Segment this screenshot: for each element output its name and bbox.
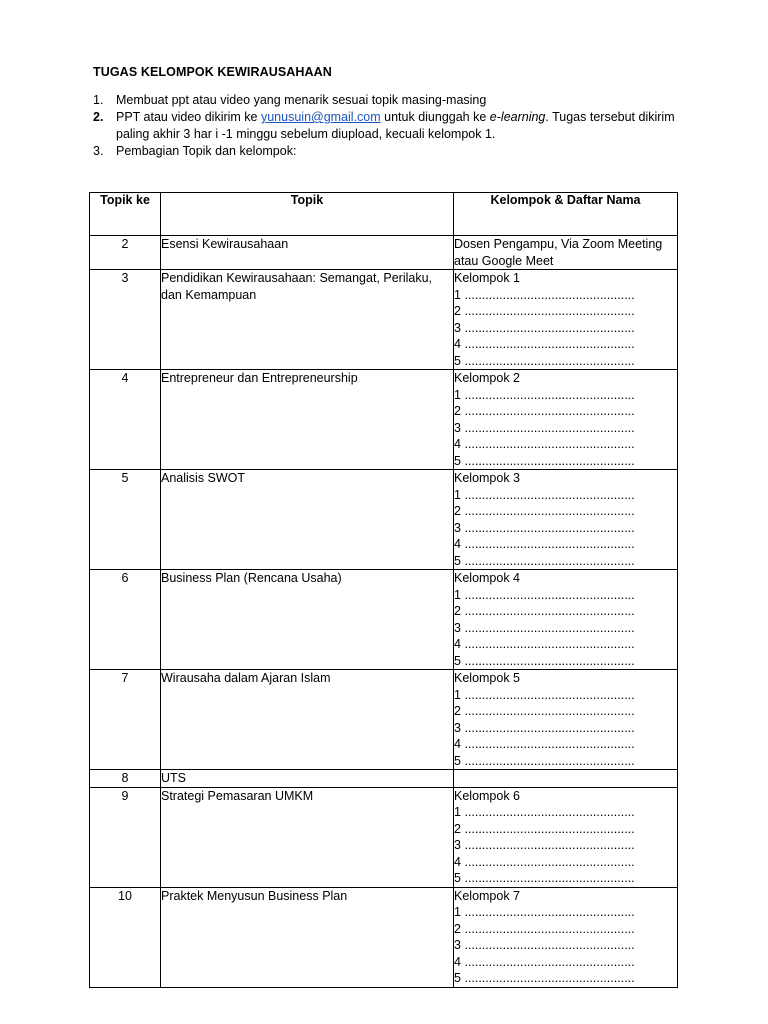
instruction-text-pre: PPT atau video dikirim ke [116, 110, 261, 124]
member-line [454, 503, 677, 520]
member-line [454, 937, 677, 954]
member-line [454, 703, 677, 720]
table-row [90, 370, 678, 470]
group-cell [454, 570, 678, 670]
member-line [454, 653, 677, 670]
topic-number-cell: 8 [90, 770, 161, 788]
member-line [454, 636, 677, 653]
member-line [454, 336, 677, 353]
member-number: 4 [454, 337, 461, 351]
header-kelompok: Kelompok & Daftar Nama [454, 193, 678, 236]
group-cell [454, 887, 678, 987]
instruction-text: Pembagian Topik dan kelompok: [116, 144, 297, 158]
member-line [454, 736, 677, 753]
member-number: 3 [454, 938, 461, 952]
member-blank: ................................................. [464, 838, 635, 852]
member-number: 3 [454, 320, 461, 335]
member-number: 4 [454, 537, 461, 551]
group-name: Dosen Pengampu, Via Zoom Meeting atau Google Meet [454, 237, 663, 268]
topic-number-cell: 9 [90, 787, 161, 887]
member-blank: ................................................. [464, 921, 635, 936]
member-number: 2 [454, 504, 461, 518]
member-blank: ................................................. [464, 537, 635, 551]
topic-table [89, 192, 678, 988]
topic-number-cell: 5 [90, 470, 161, 570]
member-number: 4 [454, 737, 461, 751]
document-title: TUGAS KELOMPOK KEWIRAUSAHAAN [93, 65, 332, 79]
member-line [454, 303, 677, 320]
member-line [454, 870, 677, 887]
group-cell [454, 770, 678, 788]
member-line [454, 320, 677, 337]
member-blank: ................................................. [464, 687, 635, 702]
member-number: 2 [454, 404, 461, 418]
member-number: 4 [454, 854, 461, 869]
member-blank: ................................................. [464, 520, 635, 535]
email-link[interactable]: yunusuin@gmail.com [260, 110, 381, 124]
table-body [90, 236, 678, 988]
member-number: 1 [454, 687, 461, 702]
instruction-item-2 [93, 109, 693, 143]
member-line [454, 387, 677, 404]
member-line [454, 921, 677, 938]
member-blank: ................................................. [464, 620, 635, 635]
topic-name-cell: Analisis SWOT [161, 470, 454, 570]
member-number: 4 [454, 437, 461, 451]
member-line [454, 970, 677, 987]
member-line [454, 436, 677, 453]
member-number: 3 [454, 838, 461, 852]
group-name: Kelompok 6 [454, 788, 521, 803]
member-number: 5 [454, 353, 461, 368]
member-line [454, 753, 677, 770]
table-row [90, 470, 678, 570]
member-line [454, 720, 677, 737]
group-cell [454, 236, 678, 270]
table-row [90, 670, 678, 770]
topic-number-cell: 4 [90, 370, 161, 470]
header-topik-ke: Topik ke [90, 193, 161, 236]
member-number: 2 [454, 704, 461, 718]
member-number: 2 [454, 921, 461, 936]
topic-name-cell: Praktek Menyusun Business Plan [161, 887, 454, 987]
member-blank: ................................................. [464, 287, 635, 302]
table-row [90, 570, 678, 670]
instruction-number: 2. [93, 110, 104, 124]
member-blank: ................................................. [464, 653, 635, 668]
group-cell [454, 470, 678, 570]
member-number: 1 [454, 805, 461, 819]
group-name: Kelompok 7 [454, 888, 521, 903]
group-name: Kelompok 1 [454, 271, 521, 285]
member-number: 1 [454, 587, 461, 602]
topic-name-cell: Business Plan (Rencana Usaha) [161, 570, 454, 670]
member-blank: ................................................. [464, 553, 635, 568]
member-line [454, 487, 677, 504]
group-cell [454, 670, 678, 770]
member-line [454, 420, 677, 437]
member-line [454, 553, 677, 570]
member-blank: ................................................. [464, 971, 635, 985]
member-blank: ................................................. [464, 753, 635, 768]
member-blank: ................................................. [464, 871, 635, 885]
member-line [454, 837, 677, 854]
member-line [454, 353, 677, 370]
member-blank: ................................................. [464, 587, 635, 602]
elearning-term: e-learning [489, 110, 546, 124]
header-topik: Topik [161, 193, 454, 236]
topic-name-cell: Wirausaha dalam Ajaran Islam [161, 670, 454, 770]
group-name: Kelompok 2 [454, 371, 521, 385]
member-line [454, 603, 677, 620]
member-number: 2 [454, 604, 461, 618]
member-blank: ................................................. [464, 805, 635, 819]
member-line [454, 536, 677, 553]
member-blank: ................................................. [464, 905, 635, 919]
member-number: 5 [454, 653, 461, 668]
topic-number-cell: 2 [90, 236, 161, 270]
member-line [454, 687, 677, 704]
member-blank: ................................................. [464, 353, 635, 368]
member-blank: ................................................. [464, 854, 635, 869]
member-number: 5 [454, 971, 461, 985]
member-line [454, 904, 677, 921]
member-blank: ................................................. [464, 704, 635, 718]
member-blank: ................................................. [464, 954, 635, 969]
group-name: Kelompok 5 [454, 671, 521, 685]
member-number: 5 [454, 871, 461, 885]
table-row [90, 770, 678, 788]
topic-name-cell: Entrepreneur dan Entrepreneurship [161, 370, 454, 470]
member-blank: ................................................. [464, 604, 635, 618]
member-number: 3 [454, 520, 461, 535]
member-blank: ................................................. [464, 320, 635, 335]
instruction-item-3 [93, 143, 693, 160]
table-row [90, 787, 678, 887]
member-number: 5 [454, 553, 461, 568]
group-cell [454, 370, 678, 470]
table-row [90, 270, 678, 370]
instruction-text: Membuat ppt atau video yang menarik sesuai topik masing-masing [116, 93, 487, 107]
instruction-number: 1. [93, 93, 104, 107]
member-blank: ................................................. [464, 437, 635, 451]
member-blank: ................................................. [464, 453, 635, 468]
member-line [454, 620, 677, 637]
topic-number-cell: 7 [90, 670, 161, 770]
member-blank: ................................................. [464, 720, 635, 735]
table-row [90, 887, 678, 987]
member-number: 2 [454, 304, 461, 318]
member-line [454, 287, 677, 304]
table-header-row [90, 193, 678, 236]
member-line [454, 854, 677, 871]
group-name: Kelompok 3 [454, 471, 521, 485]
member-blank: ................................................. [464, 938, 635, 952]
member-number: 3 [454, 720, 461, 735]
topic-name-cell: Strategi Pemasaran UMKM [161, 787, 454, 887]
topic-name-cell: Esensi Kewirausahaan [161, 236, 454, 270]
member-line [454, 954, 677, 971]
group-cell [454, 270, 678, 370]
member-number: 1 [454, 487, 461, 502]
member-number: 5 [454, 453, 461, 468]
member-number: 2 [454, 821, 461, 836]
member-number: 1 [454, 387, 461, 402]
member-blank: ................................................. [464, 404, 635, 418]
member-blank: ................................................. [464, 737, 635, 751]
instruction-list [93, 92, 693, 160]
member-blank: ................................................. [464, 487, 635, 502]
member-number: 5 [454, 753, 461, 768]
member-blank: ................................................. [464, 304, 635, 318]
topic-number-cell: 6 [90, 570, 161, 670]
member-number: 1 [454, 287, 461, 302]
member-line [454, 804, 677, 821]
member-line [454, 403, 677, 420]
member-line [454, 453, 677, 470]
member-blank: ................................................. [464, 504, 635, 518]
group-cell [454, 787, 678, 887]
member-blank: ................................................. [464, 387, 635, 402]
instruction-text-mid: untuk diunggah ke [380, 110, 490, 124]
group-name: Kelompok 4 [454, 571, 521, 585]
instruction-number: 3. [93, 144, 104, 158]
instruction-text-post: . Tugas tersebut dikirim paling akhir 3 har i -1 minggu sebelum diupload, kecuali kelompok 1. [116, 110, 675, 141]
member-blank: ................................................. [464, 337, 635, 351]
member-number: 1 [454, 905, 461, 919]
member-blank: ................................................. [464, 420, 635, 435]
member-line [454, 821, 677, 838]
member-number: 4 [454, 954, 461, 969]
member-line [454, 520, 677, 537]
member-number: 4 [454, 637, 461, 651]
member-blank: ................................................. [464, 821, 635, 836]
table-row [90, 236, 678, 270]
member-blank: ................................................. [464, 637, 635, 651]
member-line [454, 587, 677, 604]
instruction-item-1 [93, 92, 693, 109]
topic-name-cell: UTS [161, 770, 454, 788]
topic-number-cell: 10 [90, 887, 161, 987]
topic-name-cell: Pendidikan Kewirausahaan: Semangat, Perilaku, dan Kemampuan [161, 270, 454, 370]
topic-number-cell: 3 [90, 270, 161, 370]
member-number: 3 [454, 620, 461, 635]
member-number: 3 [454, 420, 461, 435]
